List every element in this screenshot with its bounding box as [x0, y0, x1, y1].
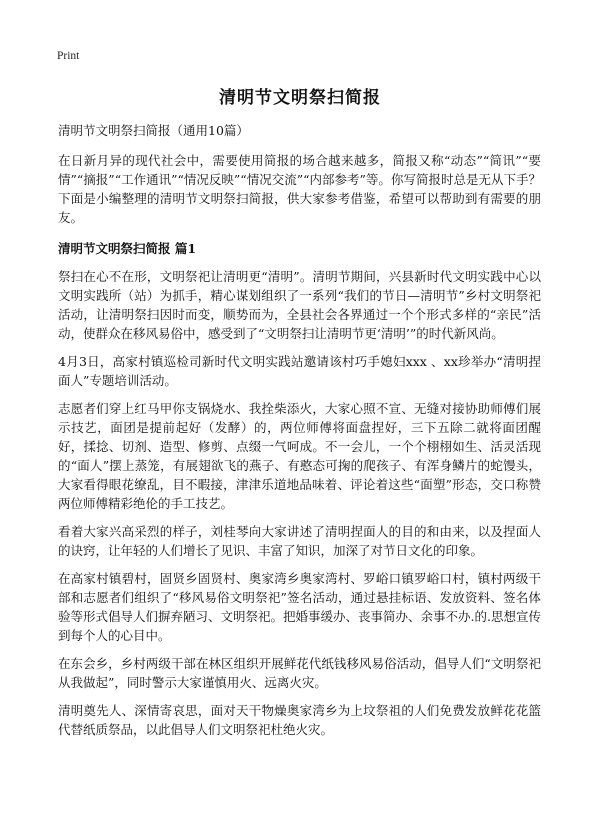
document-subtitle: 清明节文明祭扫简报（通用10篇）: [58, 123, 249, 138]
document-body: [58, 121, 541, 748]
print-link[interactable]: Print: [57, 50, 80, 62]
body-paragraph: 看着大家兴高采烈的样子，刘桂琴向大家讲述了清明捏面人的目的和由来，以及捏面人的诀窍，让年轻的人们增长了见识、丰富了知识，加深了对节日文化的印象。: [58, 524, 541, 558]
body-paragraph: 4月3日，高家村镇巡检司新时代文明实践站邀请该村巧手媳妇xxx 、xx珍举办“清明捏面人”专题培训活动。: [58, 354, 541, 388]
body-paragraph: 在高家村镇碧村，固贤乡固贤村、奥家湾乡奥家湾村、罗峪口镇罗峪口村，镇村两级干部和志愿者们组织了“移风易俗文明祭祀”签名活动，通过悬挂标语、发放资料、签名体验等形式倡导人们摒弃陋习、文明祭祀。把婚事缓办、丧事简办、余事不办.的.思想宣传到每个人的心目中。: [58, 571, 541, 643]
page-title: 清明节文明祭扫简报: [219, 88, 381, 108]
section-heading: 清明节文明祭扫简报 篇1: [58, 241, 197, 256]
body-paragraph: 志愿者们穿上红马甲你支锅烧水、我拴柴添火，大家心照不宣、无缝对接协助师傅们展示技艺，面团是提前起好（发酵）的，两位师傅将面盘捏好，三下五除二就将面团醒好，揉捻、切剂、造型、修剪、点缀一气呵成。不一会儿，一个个栩栩如生、活灵活现的“面人”摆上蒸笼，有展翅欲飞的燕子、有憨态可掬的爬孩子、有浑身鳞片的蛇馒头，大家看得眼花缭乱，目不暇接，津津乐道地品味着、评论着这些“面塑”形态，交口称赞两位师傅精彩绝伦的手工技艺。: [58, 401, 541, 511]
intro-paragraph: 在日新月异的现代社会中，需要使用简报的场合越来越多，简报又称“动态”“简讯”“要情”“摘报”“工作通讯”“情况反映”“情况交流”“内部参考”等。你写简报时总是无从下手？下面是小编整理的清明节文明祭扫简报，供大家参考借鉴，希望可以帮助到有需要的朋友。: [58, 153, 541, 225]
body-paragraph: 在东会乡，乡村两级干部在林区组织开展鲜花代纸钱移风易俗活动，倡导人们“文明祭祀从我做起”，同时警示大家谨慎用火、远离火灾。: [58, 656, 541, 690]
body-paragraph: 清明奠先人、深情寄哀思，面对天干物燥奥家湾乡为上坟祭祖的人们免费发放鲜花花篮代替纸质祭品，以此倡导人们文明祭祀杜绝火灾。: [58, 703, 541, 737]
body-paragraph: 祭扫在心不在形，文明祭祀让清明更“清明”。清明节期间，兴县新时代文明实践中心以文明实践所（站）为抓手，精心谋划组织了一系列“我们的节日—清明节”乡村文明祭祀活动，让清明祭扫因时而变，顺势而为，全县社会各界通过一个个形式多样的“亲民”活动，使群众在移风易俗中，感受到了“文明祭扫让清明节更‘清明’”的时代新风尚。: [58, 269, 541, 341]
